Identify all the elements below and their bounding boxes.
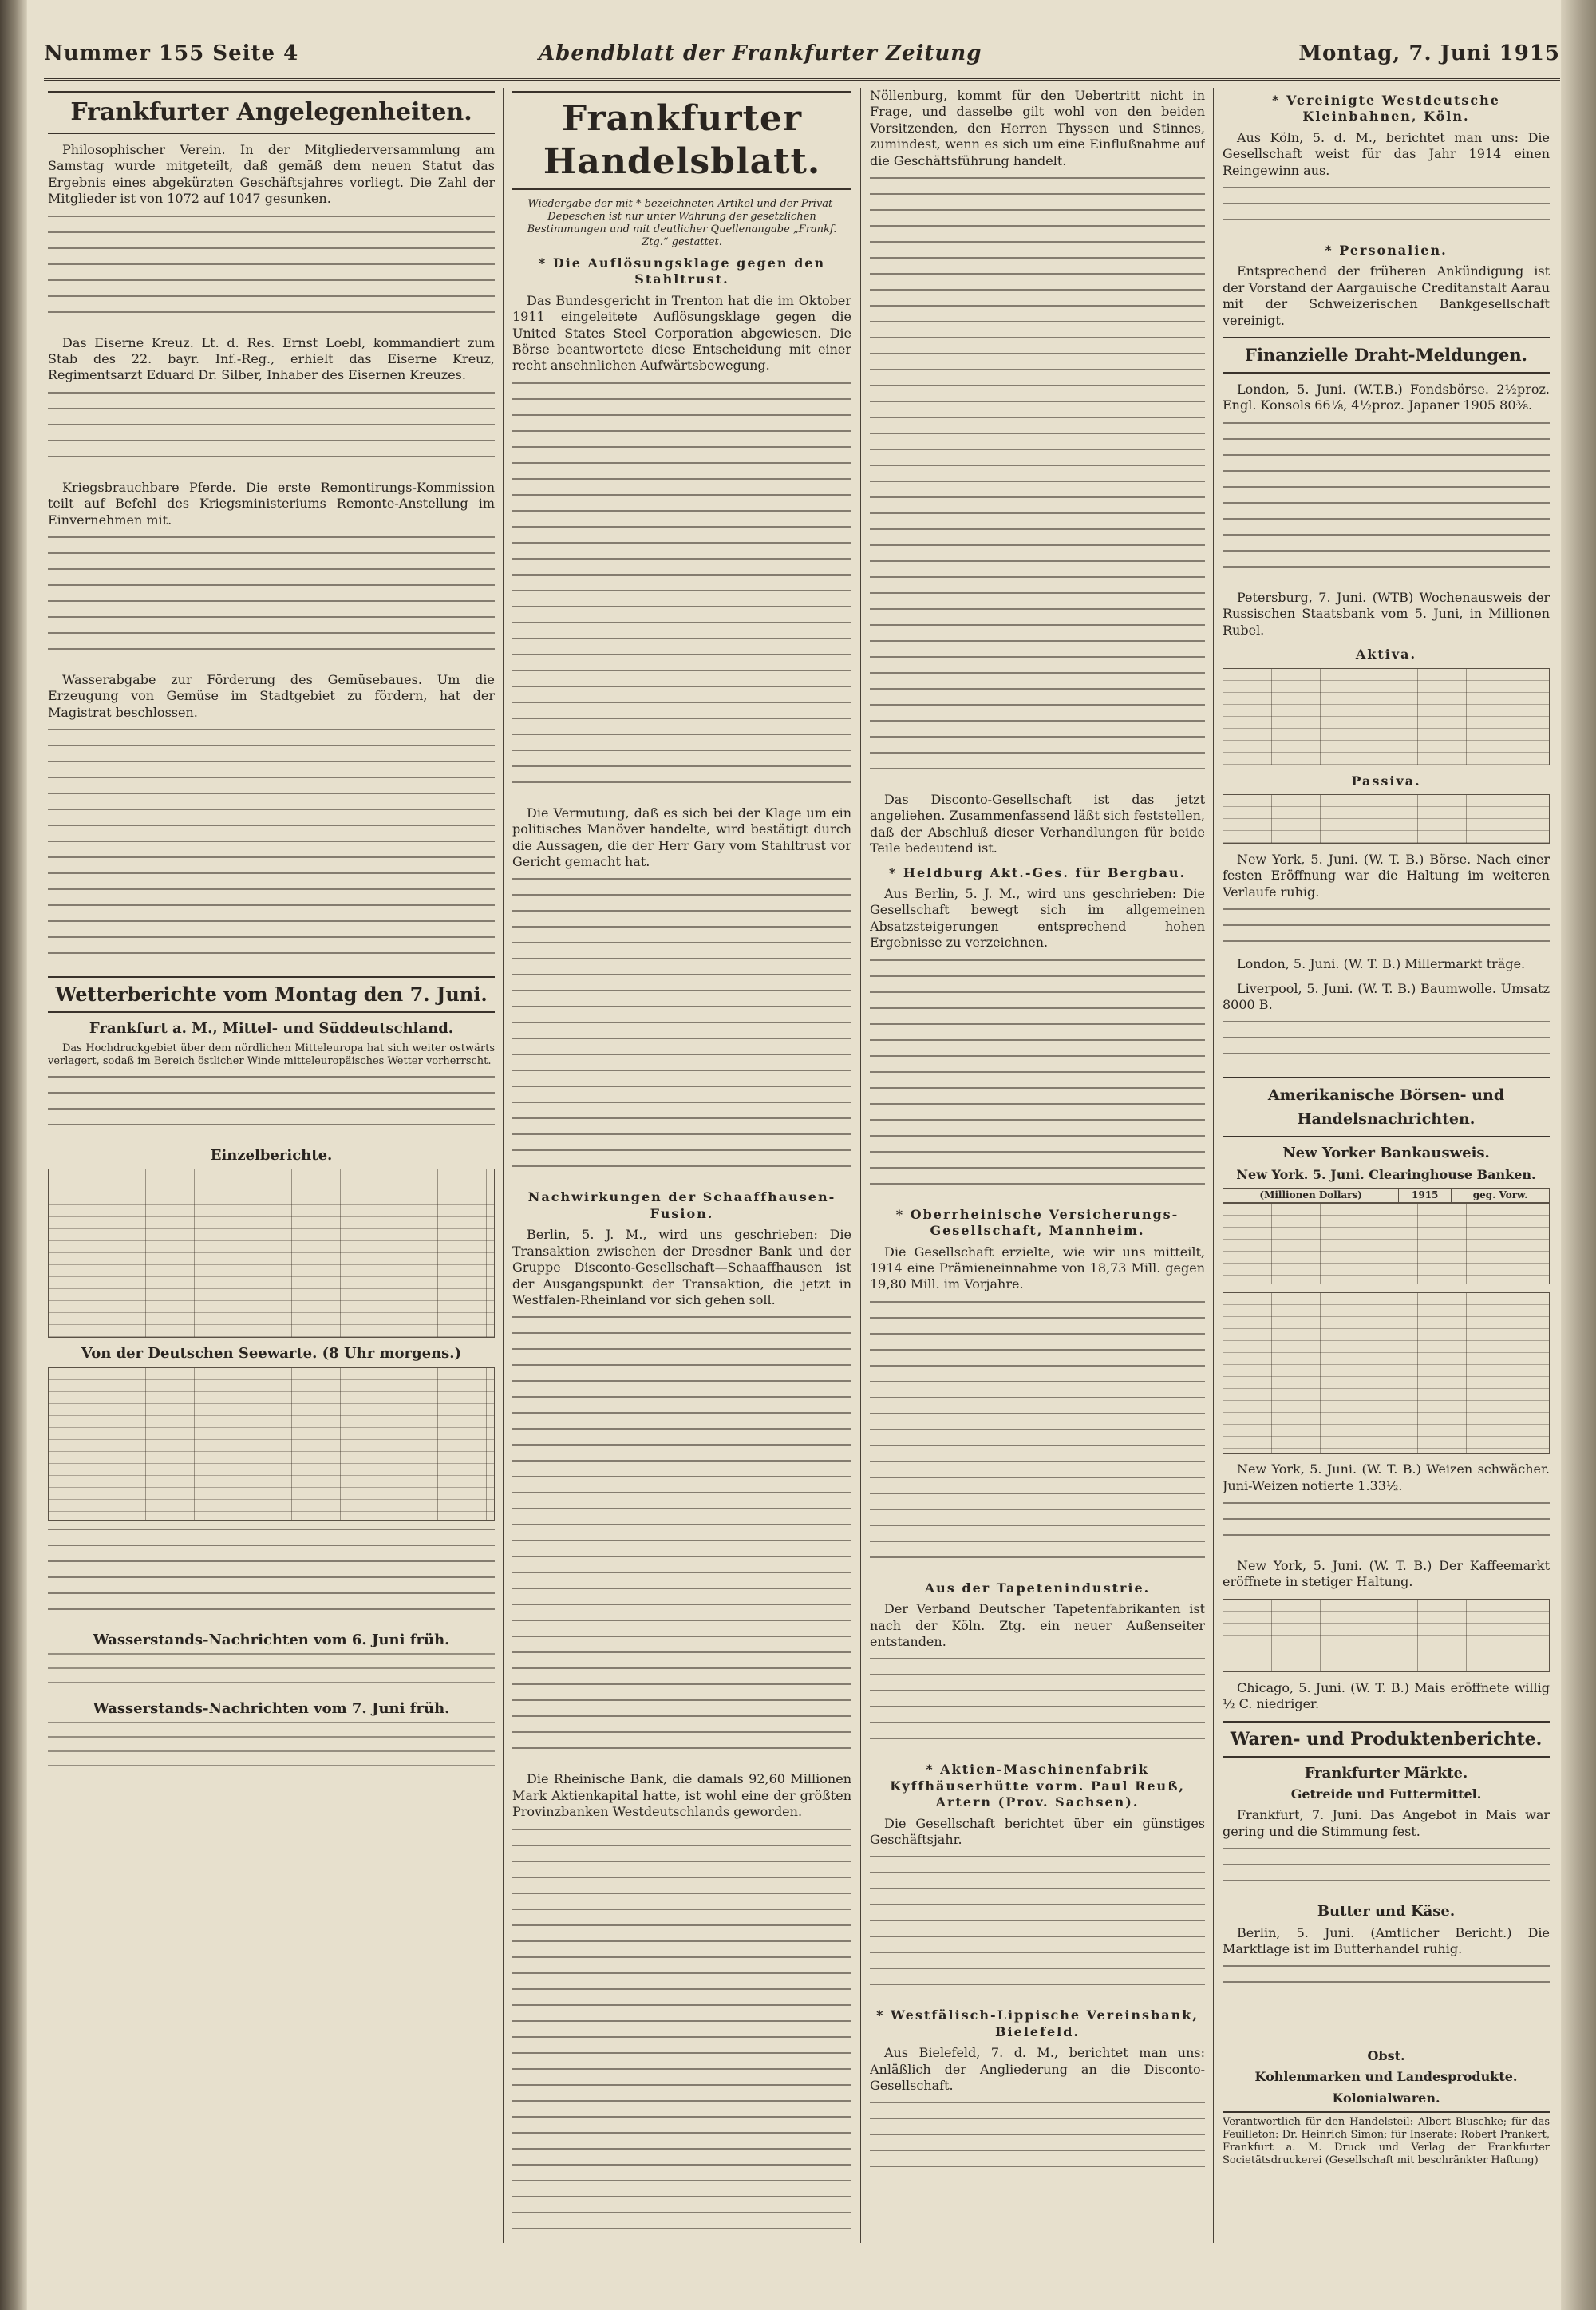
article-paragraph: Entsprechend der früheren Ankündigung ist der Vorstand der Aargauische Creditanstalt Aarau mit der Schweizerischen Bankgesellschaft vereinigt. <box>1223 263 1550 328</box>
text-block <box>48 1529 495 1624</box>
text-block <box>870 2102 1205 2181</box>
subhead: Kohlenmarken und Landesprodukte. <box>1254 2069 1518 2085</box>
subhead: Frankfurter Märkte. <box>1304 1764 1468 1782</box>
seewarte-table <box>48 1367 495 1521</box>
text-block <box>48 536 495 664</box>
text-block <box>1223 1502 1550 1550</box>
article-paragraph: Nöllenburg, kommt für den Uebertritt nicht in Frage, und dasselbe gilt wohl von den beiden Vorsitzenden, den Herren Thyssen und Stinnes, zumindest, wenn es sich um eine Einflußnahme auf die Geschäftsführung handelt. <box>870 88 1205 168</box>
article-headline: * Aktien-Maschinenfabrik Kyffhäuserhütte vorm. Paul Reuß, Artern (Prov. Sachsen). <box>890 1762 1185 1810</box>
article-paragraph: Frankfurt, 7. Juni. Das Angebot in Mais war gering und die Stimmung fest. <box>1223 1807 1550 1839</box>
article-paragraph: Aus Bielefeld, 7. d. M., berichtet man uns: Anläßlich der Angliederung an die Disconto-Gesellschaft. <box>870 2045 1205 2093</box>
text-block <box>48 216 495 327</box>
page-header <box>44 37 1560 81</box>
weather-title: Wetterberichte vom Montag den 7. Juni. <box>48 976 495 1013</box>
column-business <box>870 88 1205 2243</box>
article-headline: * Heldburg Akt.-Ges. für Bergbau. <box>888 864 1187 880</box>
text-block <box>1223 187 1550 235</box>
imprint: Verantwortlich für den Handelsteil: Albert Bluschke; für das Feuilleton: Dr. Heinrich Simon; für Inserate: Robert Prankert, Frankfurt a. M. Druck und Verlag der Frankfurter Societätsdruckerei (Gesellschaft mit beschränkter Haftung) <box>1223 2111 1550 2167</box>
article-headline: Nachwirkungen der Schaaffhausen-Fusion. <box>527 1189 836 1221</box>
text-block <box>512 878 851 1181</box>
weather-table <box>48 1169 495 1338</box>
text-block <box>1223 1021 1550 1069</box>
column-financial-wire <box>1223 88 1550 2243</box>
article-paragraph: Der Verband Deutscher Tapetenfabrikanten ist nach der Köln. Ztg. ein neuer Außenseiter entstanden. <box>870 1601 1205 1649</box>
subhead: Kolonialwaren. <box>1332 2090 1440 2106</box>
article-paragraph: Die Vermutung, daß es sich bei der Klage um ein politisches Manöver handelte, wird bestätigt durch die Aussagen, die der Herr Gary vom Stahltrust vor Gericht gemacht hat. <box>512 805 851 870</box>
article-paragraph: Berlin, 5. J. M., wird uns geschrieben: Die Transaktion zwischen der Dresdner Bank und der Gruppe Disconto-Gesellschaft—Schaaffhausen ist der Ausgangspunkt der Transaktion, die jetzt in Westfalen-Rheinland vor sich gehen soll. <box>512 1227 851 1307</box>
article-headline: Aus der Tapetenindustrie. <box>924 1580 1151 1596</box>
text-block <box>1223 1965 1550 1997</box>
article-paragraph: Die Rheinische Bank, die damals 92,60 Millionen Mark Aktienkapital hatte, ist wohl eine der größten Provinzbanken Westdeutschlands geworden. <box>512 1771 851 1820</box>
text-block <box>1223 422 1550 582</box>
text-block <box>48 1076 495 1140</box>
article-headline: * Westfälisch-Lippische Vereinsbank, Bielefeld. <box>876 2007 1199 2039</box>
text-block <box>1223 1848 1550 1896</box>
bank-statement-table <box>1223 1188 1550 1203</box>
book-spine-shadow <box>0 0 27 2310</box>
bank-table-aktiva <box>1223 668 1550 765</box>
article-paragraph: New York, 5. Juni. (W. T. B.) Weizen schwächer. Juni-Weizen notierte 1.33½. <box>1223 1462 1550 1493</box>
article-headline: * Vereinigte Westdeutsche Kleinbahnen, Köln. <box>1272 93 1500 125</box>
bank-statement-rows <box>1223 1203 1550 1284</box>
einzelberichte-title: Einzelberichte. <box>210 1146 333 1164</box>
subhead: Butter und Käse. <box>1317 1903 1456 1920</box>
table-heading: Aktiva. <box>1355 647 1417 663</box>
text-block <box>512 1316 851 1763</box>
article-paragraph: Das Disconto-Gesellschaft ist das jetzt angeliehen. Zusammenfassend läßt sich feststellen, daß der Abschluß dieser Verhandlungen für beide Teile bedeutend ist. <box>870 792 1205 856</box>
column-rule <box>860 88 861 2243</box>
column-footer <box>1223 2043 1550 2243</box>
text-block <box>1223 908 1550 948</box>
article-paragraph: Aus Berlin, 5. J. M., wird uns geschrieben: Die Gesellschaft bewegt sich im allgemeinen Absatzsteigerungen entsprechend hohen Ergebnisse zu verzeichnen. <box>870 886 1205 951</box>
seewarte-title: Von der Deutschen Seewarte. (8 Uhr morgens.) <box>81 1345 462 1363</box>
article-paragraph: Wasserabgabe zur Förderung des Gemüsebaues. Um die Erzeugung von Gemüse im Stadtgebiet zu fördern, hat der Magistrat beschlossen. <box>48 672 495 720</box>
cotton-price-table <box>1223 1292 1550 1454</box>
article-paragraph: New York, 5. Juni. (W. T. B.) Der Kaffeemarkt eröffnete in stetiger Haltung. <box>1223 1557 1550 1590</box>
issue-date: Montag, 7. Juni 1915 <box>1298 42 1560 65</box>
section-title-handelsblatt: Frankfurter Handelsblatt. <box>512 91 851 190</box>
article-paragraph: Chicago, 5. Juni. (W. T. B.) Mais eröffnete willig ½ C. niedriger. <box>1223 1679 1550 1712</box>
text-block <box>870 1658 1205 1754</box>
article-paragraph: Aus Köln, 5. d. M., berichtet man uns: Die Gesellschaft weist für das Jahr 1914 einen Reingewinn aus. <box>1223 129 1550 178</box>
water-level-title-2: Wasserstands-Nachrichten vom 7. Juni früh. <box>93 1699 450 1717</box>
section-title-wire: Finanzielle Draht-Meldungen. <box>1223 337 1550 374</box>
article-paragraph: London, 5. Juni. (W. T. B.) Millermarkt träge. <box>1237 956 1526 972</box>
column-local-news <box>48 88 495 2243</box>
subhead: New Yorker Bankausweis. <box>1282 1145 1490 1162</box>
section-title-local: Frankfurter Angelegenheiten. <box>48 91 495 134</box>
water-level-list <box>48 1722 495 1778</box>
article-headline: * Die Auflösungsklage gegen den Stahltrust. <box>538 255 826 287</box>
article-paragraph: Das Bundesgericht in Trenton hat die im Oktober 1911 eingeleitete Auflösungsklage gegen die United States Steel Corporation abgewiesen. Die Börse beantwortete diese Entscheidung mit einer recht ansehnlichen Aufwärtsbewegung. <box>512 292 851 374</box>
article-paragraph: Liverpool, 5. Juni. (W. T. B.) Baumwolle. Umsatz 8000 B. <box>1223 980 1550 1012</box>
weather-subtitle: Frankfurt a. M., Mittel- und Süddeutschland. <box>89 1020 454 1038</box>
article-paragraph: New York, 5. Juni. (W. T. B.) Börse. Nach einer festen Eröffnung war die Haltung im weiteren Verlaufe ruhig. <box>1223 851 1550 900</box>
text-block <box>870 1856 1205 1999</box>
text-block <box>512 382 851 797</box>
page-edge <box>1561 0 1596 2310</box>
copyright-note: Wiedergabe der mit * bezeichneten Artikel und der Privat-Depeschen ist nur unter Wahrung der gesetzlichen Bestimmungen und mit deutlicher Quellenangabe „Frankf. Ztg.“ gestattet. <box>527 198 837 248</box>
article-paragraph: Kriegsbrauchbare Pferde. Die erste Remontirungs-Kommission teilt auf Befehl des Kriegsministeriums Remonte-Anstellung im Einvernehmen mit. <box>48 479 495 528</box>
water-level-list <box>48 1653 495 1693</box>
section-title-waren: Waren- und Produktenberichte. <box>1223 1721 1550 1758</box>
subhead: Obst. <box>1367 2048 1405 2063</box>
article-paragraph: Petersburg, 7. Juni. (WTB) Wochenausweis der Russischen Staatsbank vom 5. Juni, in Millionen Rubel. <box>1223 589 1550 638</box>
column-handelsblatt <box>512 88 851 2243</box>
table-header: 1915 <box>1399 1189 1452 1203</box>
article-paragraph: Berlin, 5. Juni. (Amtlicher Bericht.) Die Marktlage ist im Butterhandel ruhig. <box>1223 1924 1550 1957</box>
section-title-american: Amerikanische Börsen- und Handelsnachrichten. <box>1223 1077 1550 1137</box>
grain-price-table <box>1223 1599 1550 1672</box>
text-block <box>870 1301 1205 1572</box>
bank-table-passiva <box>1223 794 1550 844</box>
table-header: geg. Vorw. <box>1452 1189 1550 1203</box>
issue-number: Nummer 155 Seite 4 <box>44 42 299 65</box>
column-rule <box>1213 88 1214 2243</box>
article-paragraph: London, 5. Juni. (W.T.B.) Fondsbörse. 2½proz. Engl. Konsols 66⅛, 4½proz. Japaner 1905 80⅜. <box>1223 382 1550 413</box>
text-block <box>48 729 495 968</box>
article-paragraph: Das Eiserne Kreuz. Lt. d. Res. Ernst Loebl, kommandiert zum Stab des 22. bayr. Inf.-Reg., erhielt das Eiserne Kreuz, Regimentsarzt Eduard Dr. Silber, Inhaber des Eisernen Kreuzes. <box>48 334 495 383</box>
text-block <box>48 392 495 472</box>
subhead: New York. 5. Juni. Clearinghouse Banken. <box>1236 1166 1536 1182</box>
column-rule <box>503 88 504 2243</box>
text-block <box>512 1829 851 2243</box>
article-headline: * Personalien. <box>1325 243 1448 259</box>
table-header: (Millionen Dollars) <box>1223 1189 1399 1203</box>
table-heading: Passiva. <box>1351 773 1421 789</box>
text-block <box>870 959 1205 1199</box>
weather-paragraph: Das Hochdruckgebiet über dem nördlichen Mitteleuropa hat sich weiter ostwärts verlagert, sodaß im Bereich östlicher Winde mitteleuropäisches Wetter vorherrscht. <box>48 1042 495 1067</box>
article-headline: * Oberrheinische Versicherungs-Gesellschaft, Mannheim. <box>895 1206 1179 1239</box>
article-paragraph: Philosophischer Verein. In der Mitgliederversammlung am Samstag wurde mitgeteilt, daß gemäß dem neuen Statut das Ergebnis eines abgekürzten Geschäftsjahres vorliegt. Die Zahl der Mitglieder ist von 1072 auf 1047 gesunken. <box>48 142 495 207</box>
newspaper-name: Abendblatt der Frankfurter Zeitung <box>539 42 982 65</box>
subhead: Getreide und Futtermittel. <box>1290 1786 1482 1802</box>
article-paragraph: Die Gesellschaft erzielte, wie wir uns mitteilt, 1914 eine Prämieneinnahme von 18,73 Mill. gegen 19,80 Mill. im Vorjahre. <box>870 1244 1205 1292</box>
text-block <box>870 177 1205 784</box>
water-level-title-1: Wasserstands-Nachrichten vom 6. Juni früh. <box>93 1631 450 1648</box>
article-paragraph: Die Gesellschaft berichtet über ein günstiges Geschäftsjahr. <box>870 1815 1205 1847</box>
